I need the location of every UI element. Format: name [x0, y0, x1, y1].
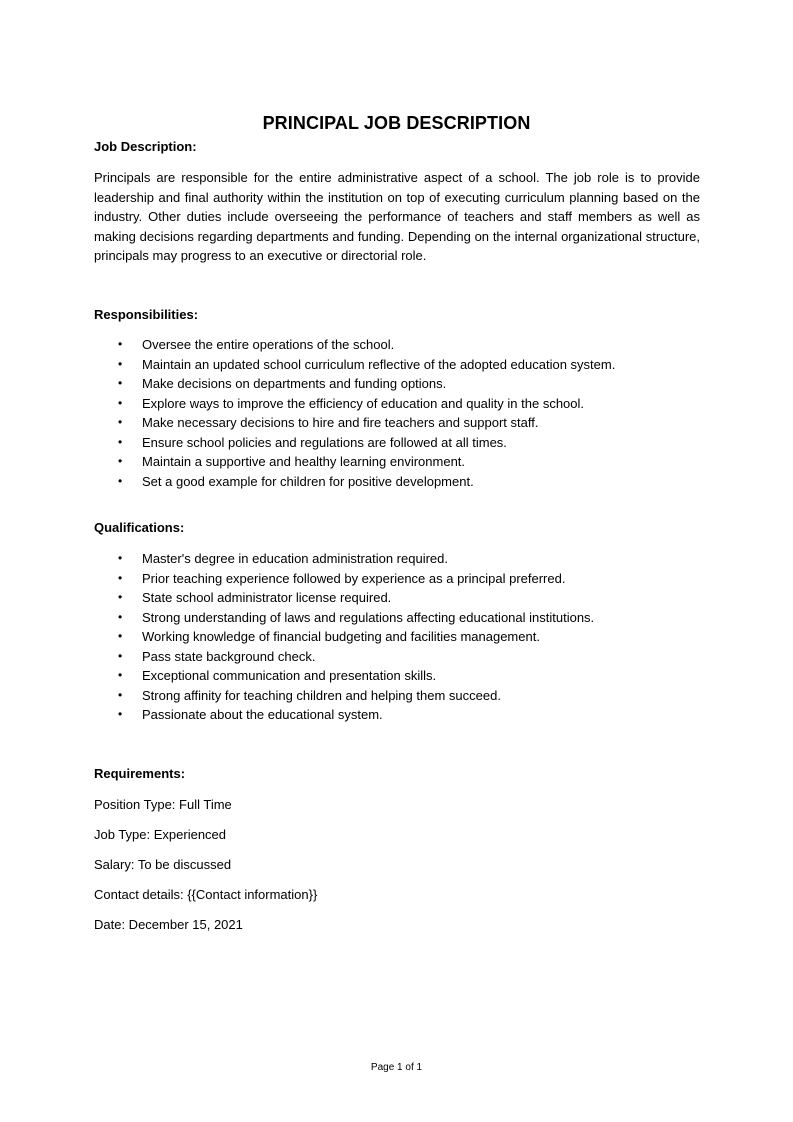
page-number: Page 1 of 1 — [370, 1062, 423, 1073]
bullet-icon: • — [118, 609, 123, 624]
responsibilities-section — [94, 307, 700, 322]
responsibility-item — [94, 374, 700, 394]
responsibility-item-text: Make decisions on departments and funding options. — [142, 376, 447, 391]
qualifications-list — [94, 549, 700, 725]
responsibility-item — [94, 394, 700, 414]
responsibilities-list-wrap — [94, 335, 700, 491]
contact-details: Contact details: {{Contact information}} — [94, 887, 318, 902]
bullet-icon: • — [118, 551, 123, 565]
bullet-icon: • — [118, 337, 123, 351]
qualification-item-text: Prior teaching experience followed by experience as a principal preferred. — [142, 570, 566, 586]
bullet-icon: • — [118, 395, 123, 410]
bullet-icon: • — [118, 570, 123, 585]
qualification-item — [94, 608, 700, 628]
responsibility-item — [94, 355, 700, 375]
qualification-item-text: Master's degree in education administration required. — [142, 551, 448, 566]
bullet-icon: • — [118, 356, 123, 371]
qualifications-heading: Qualifications: — [94, 520, 185, 535]
responsibility-item — [94, 433, 700, 453]
job-description-heading: Job Description: — [94, 139, 197, 154]
requirements-details — [94, 795, 700, 945]
document-title: PRINCIPAL JOB DESCRIPTION — [262, 113, 531, 133]
responsibility-item-text: Explore ways to improve the efficiency of education and quality in the school. — [142, 395, 585, 411]
bullet-icon: • — [118, 648, 123, 663]
qualification-item-text: Passionate about the educational system. — [142, 707, 383, 722]
responsibility-item — [94, 452, 700, 472]
responsibility-item-text: Oversee the entire operations of the school. — [142, 337, 395, 352]
qualification-item — [94, 686, 700, 706]
qualification-item — [94, 569, 700, 589]
qualifications-list-wrap — [94, 549, 700, 725]
position-type: Position Type: Full Time — [94, 797, 232, 812]
salary: Salary: To be discussed — [94, 857, 232, 872]
responsibility-item — [94, 413, 700, 433]
job-description-text: Principals are responsible for the entire administrative aspect of a school. The job role is to provide leadership and final authority within the institution on top of executing curriculum planning based on the industry. Other duties include overseeing the performance of teachers and staff members as well as making decisions regarding departments and funding. Depending on the internal organizational structure, principals may progress to an executive or directorial role. — [94, 170, 700, 264]
responsibility-item-text: Set a good example for children for positive development. — [142, 473, 474, 489]
responsibility-item-text: Maintain an updated school curriculum reflective of the adopted education system. — [142, 356, 616, 372]
bullet-icon: • — [118, 376, 123, 390]
bullet-icon: • — [118, 473, 123, 488]
qualification-item-text: Working knowledge of financial budgeting and facilities management. — [142, 629, 540, 644]
bullet-icon: • — [118, 454, 123, 468]
qualifications-section — [94, 520, 700, 535]
qualification-item-text: State school administrator license required. — [142, 590, 392, 605]
qualification-item — [94, 666, 700, 686]
qualification-item — [94, 647, 700, 667]
job-type: Job Type: Experienced — [94, 827, 227, 842]
responsibility-item — [94, 472, 700, 492]
bullet-icon: • — [118, 707, 123, 721]
requirements-heading: Requirements: — [94, 766, 186, 781]
bullet-icon: • — [118, 687, 123, 702]
requirements-section — [94, 766, 700, 781]
bullet-icon: • — [118, 629, 123, 643]
responsibilities-list — [94, 335, 700, 491]
qualification-item-text: Exceptional communication and presentation skills. — [142, 668, 437, 683]
qualification-item — [94, 588, 700, 608]
bullet-icon: • — [118, 415, 123, 429]
qualification-item-text: Strong affinity for teaching children and helping them succeed. — [142, 687, 501, 703]
qualification-item — [94, 549, 700, 569]
bullet-icon: • — [118, 668, 123, 682]
responsibilities-heading: Responsibilities: — [94, 307, 199, 322]
bullet-icon: • — [118, 590, 123, 604]
qualification-item-text: Strong understanding of laws and regulations affecting educational institutions. — [142, 609, 595, 625]
qualification-item — [94, 705, 700, 725]
job-description-section — [94, 139, 700, 154]
responsibility-item-text: Ensure school policies and regulations are followed at all times. — [142, 434, 507, 450]
bullet-icon: • — [118, 434, 123, 449]
responsibility-item — [94, 335, 700, 355]
qualification-item-text: Pass state background check. — [142, 648, 316, 664]
responsibility-item-text: Maintain a supportive and healthy learning environment. — [142, 454, 466, 469]
responsibility-item-text: Make necessary decisions to hire and fire teachers and support staff. — [142, 415, 539, 430]
qualification-item — [94, 627, 700, 647]
date: Date: December 15, 2021 — [94, 917, 243, 932]
